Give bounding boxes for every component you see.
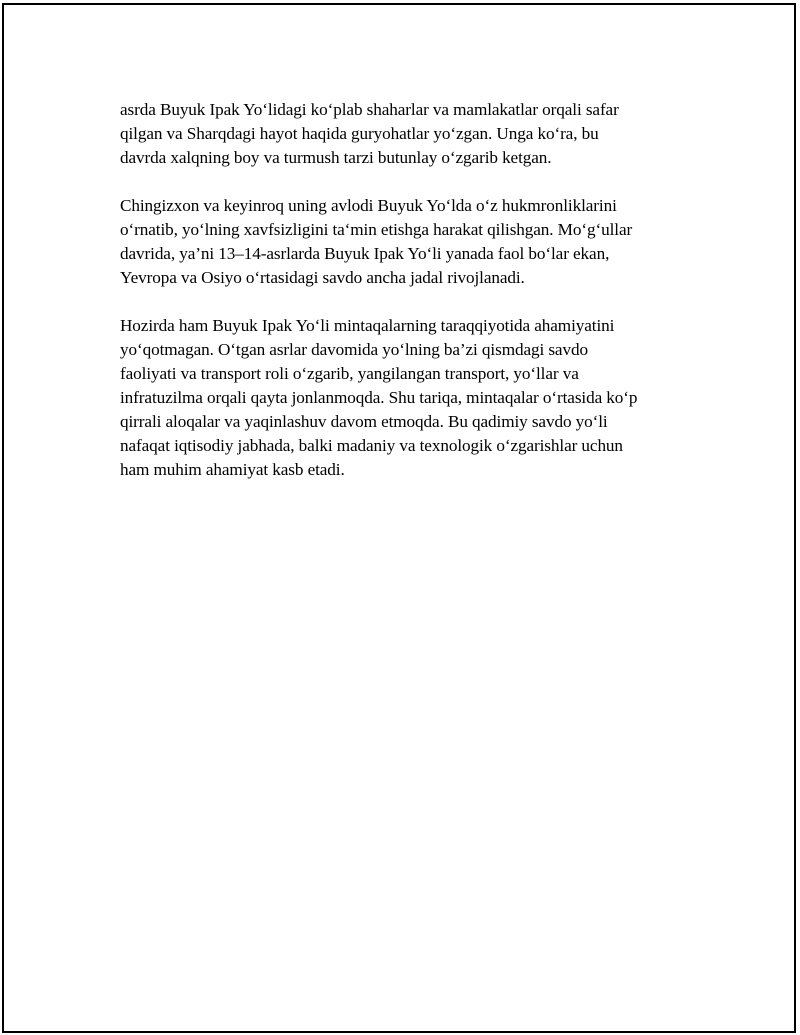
paragraph-silk-road-travels: asrda Buyuk Ipak Yo‘lidagi ko‘plab shaharlar va mamlakatlar orqali safar qilgan va Sharqdagi hayot haqida guryohatlar yo‘zgan. Unga ko‘ra, bu davrda xalqning boy va turmush tarzi butunlay o‘zgarib ketgan.	[120, 100, 619, 167]
paragraph-modern-significance: Hozirda ham Buyuk Ipak Yo‘li mintaqalarning taraqqiyotida ahamiyatini yo‘qotmagan. O‘tgan asrlar davomida yo‘lning ba’zi qismdagi savdo faoliyati va transport roli o‘zgarib, yangilangan transport, yo‘llar va infratuzilma orqali qayta jonlanmoqda. Shu tariqa, mintaqalar o‘rtasida ko‘p qirrali aloqalar va yaqinlashuv davom etmoqda. Bu qadimiy savdo yo‘li nafaqat iqtisodiy jabhada, balki madaniy va texnologik o‘zgarishlar uchun ham muhim ahamiyat kasb etadi.	[120, 316, 638, 479]
document-body	[120, 98, 700, 506]
page-frame	[2, 3, 796, 1033]
paragraph-mongol-era: Chingizxon va keyinroq uning avlodi Buyuk Yo‘lda o‘z hukmronliklarini o‘rnatib, yo‘lning xavfsizligini ta‘min etishga harakat qilishgan. Mo‘g‘ullar davrida, ya’ni 13–14-asrlarda Buyuk Ipak Yo‘li yanada faol bo‘lar ekan, Yevropa va Osiyo o‘rtasidagi savdo ancha jadal rivojlanadi.	[120, 196, 633, 287]
